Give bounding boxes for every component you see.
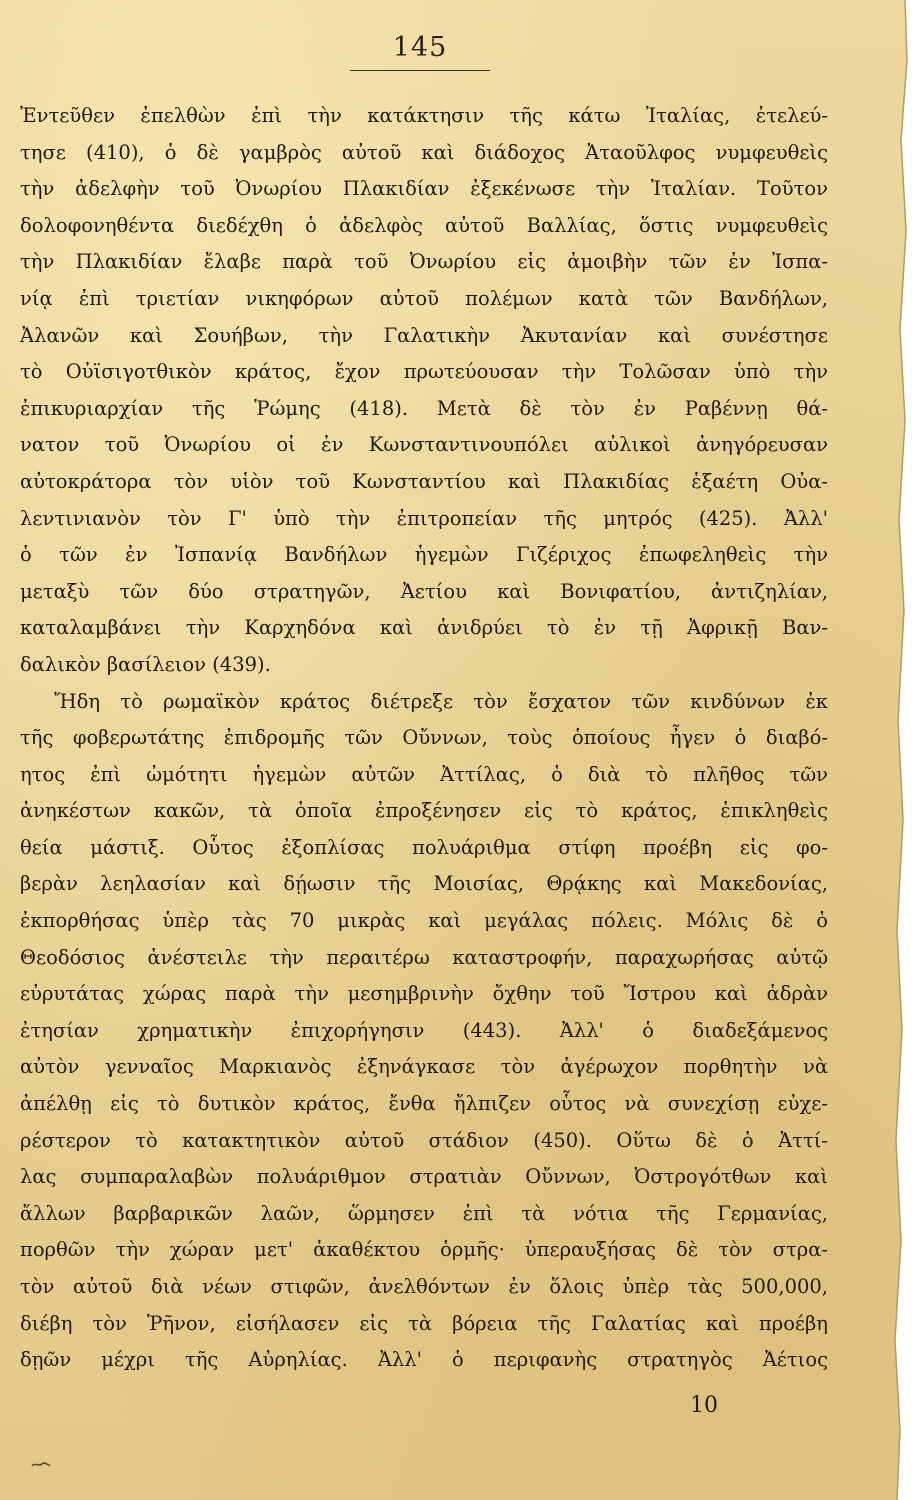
text-line: εὐρυτάτας χώρας παρὰ τὴν μεσημβρινὴν ὄχθην τοῦ Ἴστρου καὶ ἁδρὰν	[20, 982, 828, 1006]
text-line: τὴν Πλακιδίαν ἔλαβε παρὰ τοῦ Ὀνωρίου εἰς ἀμοιβὴν τῶν ἐν Ἰσπα-	[20, 250, 828, 274]
text-line: δολοφονηθέντα διεδέχθη ὁ ἀδελφὸς αὐτοῦ Βαλλίας, ὅστις νυμφευθεὶς	[20, 213, 828, 237]
text-line: αὐτὸν γενναῖος Μαρκιανὸς ἐξηνάγκασε τὸν ἀγέρωχον πορθητὴν νὰ	[20, 1055, 828, 1079]
text-line: τὸ Οὐϊσιγοτθικὸν κράτος, ἔχον πρωτεύουσαν τὴν Τολῶσαν ὑπὸ τὴν	[20, 360, 828, 384]
torn-page-edge	[879, 0, 919, 1500]
header-rule	[350, 70, 490, 71]
text-line: ὁ τῶν ἐν Ἰσπανίᾳ Βανδήλων ἡγεμὼν Γιζέριχος ἐπωφεληθεὶς τὴν	[20, 543, 828, 567]
ink-blot	[30, 1460, 52, 1470]
text-line: ητος ἐπὶ ὠμότητι ἡγεμὼν αὐτῶν Ἀττίλας, ὁ διὰ τὸ πλῆθος τῶν	[20, 762, 828, 786]
text-line: Ἐντεῦθεν ἐπελθὼν ἐπὶ τὴν κατάκτησιν τῆς κάτω Ἰταλίας, ἐτελεύ-	[20, 104, 828, 127]
text-line: νατον τοῦ Ὀνωρίου οἱ ἐν Κωνσταντινουπόλει αὐλικοὶ ἀνηγόρευσαν	[20, 433, 828, 457]
text-line: δῃῶν μέχρι τῆς Αὐρηλίας. Ἀλλ' ὁ περιφανὴς στρατηγὸς Ἀέτιος	[20, 1348, 828, 1372]
text-line: ἀνηκέστων κακῶν, τὰ ὁποῖα ἐπροξένησεν εἰς τὸ κράτος, ἐπικληθεὶς	[20, 799, 828, 823]
text-line: νίᾳ ἐπὶ τριετίαν νικηφόρων αὐτοῦ πολέμων κατὰ τῶν Βανδήλων,	[20, 286, 828, 310]
body-text	[20, 98, 828, 1379]
text-line: τησε (410), ὁ δὲ γαμβρὸς αὐτοῦ καὶ διάδοχος Ἀταοῦλφος νυμφευθεὶς	[20, 140, 828, 164]
text-line: πορθῶν τὴν χώραν μετ' ἀκαθέκτου ὁρμῆς· ὑπεραυξήσας δὲ τὸν στρα-	[20, 1238, 828, 1262]
text-line: Ἀλανῶν καὶ Σουήβων, τὴν Γαλατικὴν Ἀκυτανίαν καὶ συνέστησε	[20, 323, 828, 347]
text-line: ἐτησίαν χρηματικὴν ἐπιχορήγησιν (443). Ἀλλ' ὁ διαδεξάμενος	[20, 1018, 828, 1042]
paragraph-start-line: Ἤδη τὸ ρωμαϊκὸν κράτος διέτρεξε τὸν ἔσχατον τῶν κινδύνων ἐκ	[54, 689, 828, 713]
text-line: λεντινιανὸν τὸν Γ' ὑπὸ τὴν ἐπιτροπείαν τῆς μητρός (425). Ἀλλ'	[20, 506, 828, 530]
text-line: καταλαμβάνει τὴν Καρχηδόνα καὶ ἀνιδρύει τὸ ἐν τῇ Ἀφρικῇ Βαν-	[20, 616, 828, 640]
text-line: βερὰν λεηλασίαν καὶ δῄωσιν τῆς Μοισίας, Θρᾴκης καὶ Μακεδονίας,	[20, 872, 828, 896]
text-line: δαλικὸν βασίλειον (439).	[20, 652, 271, 676]
text-line: διέβη τὸν Ῥῆνον, εἰσήλασεν εἰς τὰ βόρεια τῆς Γαλατίας καὶ προέβη	[20, 1311, 828, 1335]
text-line: τῆς φοβερωτάτης ἐπιδρομῆς τῶν Οὔννων, τοὺς ὁποίους ἦγεν ὁ διαβό-	[20, 726, 828, 750]
text-line: ἄλλων βαρβαρικῶν λαῶν, ὥρμησεν ἐπὶ τὰ νότια τῆς Γερμανίας,	[20, 1201, 828, 1225]
text-line: Θεοδόσιος ἀνέστειλε τὴν περαιτέρω καταστροφήν, παραχωρήσας αὐτῷ	[20, 945, 828, 969]
text-line: θεία μάστιξ. Οὗτος ἐξοπλίσας πολυάριθμα στίφη προέβη εἰς φο-	[20, 835, 828, 859]
signature-mark: 10	[690, 1393, 718, 1418]
text-line: ρέστερον τὸ κατακτητικὸν αὐτοῦ στάδιον (450). Οὕτω δὲ ὁ Ἀττί-	[20, 1128, 828, 1152]
text-line: μεταξὺ τῶν δύο στρατηγῶν, Ἀετίου καὶ Βονιφατίου, ἀντιζηλίαν,	[20, 579, 828, 603]
text-line: ἐπικυριαρχίαν τῆς Ῥώμης (418). Μετὰ δὲ τὸν ἐν Ραβέννῃ θά-	[20, 396, 828, 420]
text-line: αὐτοκράτορα τὸν υἱὸν τοῦ Κωνσταντίου καὶ Πλακιδίας ἑξαέτη Οὐα-	[20, 469, 828, 493]
text-line: ἀπέλθῃ εἰς τὸ δυτικὸν κράτος, ἔνθα ἤλπιζεν οὗτος νὰ συνεχίσῃ εὐχε-	[20, 1092, 828, 1116]
text-line: τὸν αὐτοῦ διὰ νέων στιφῶν, ἀνελθόντων ἐν ὅλοις ὑπὲρ τὰς 500,000,	[20, 1275, 828, 1298]
text-line: λας συμπαραλαβὼν πολυάριθμον στρατιὰν Οὔννων, Ὀστρογότθων καὶ	[20, 1165, 828, 1189]
text-line: ἐκπορθήσας ὑπὲρ τὰς 70 μικρὰς καὶ μεγάλας πόλεις. Μόλις δὲ ὁ	[20, 909, 828, 933]
page-number: 145	[392, 32, 448, 63]
text-line: τὴν ἀδελφὴν τοῦ Ὀνωρίου Πλακιδίαν ἐξεκένωσε τὴν Ἰταλίαν. Τοῦτον	[20, 177, 828, 201]
